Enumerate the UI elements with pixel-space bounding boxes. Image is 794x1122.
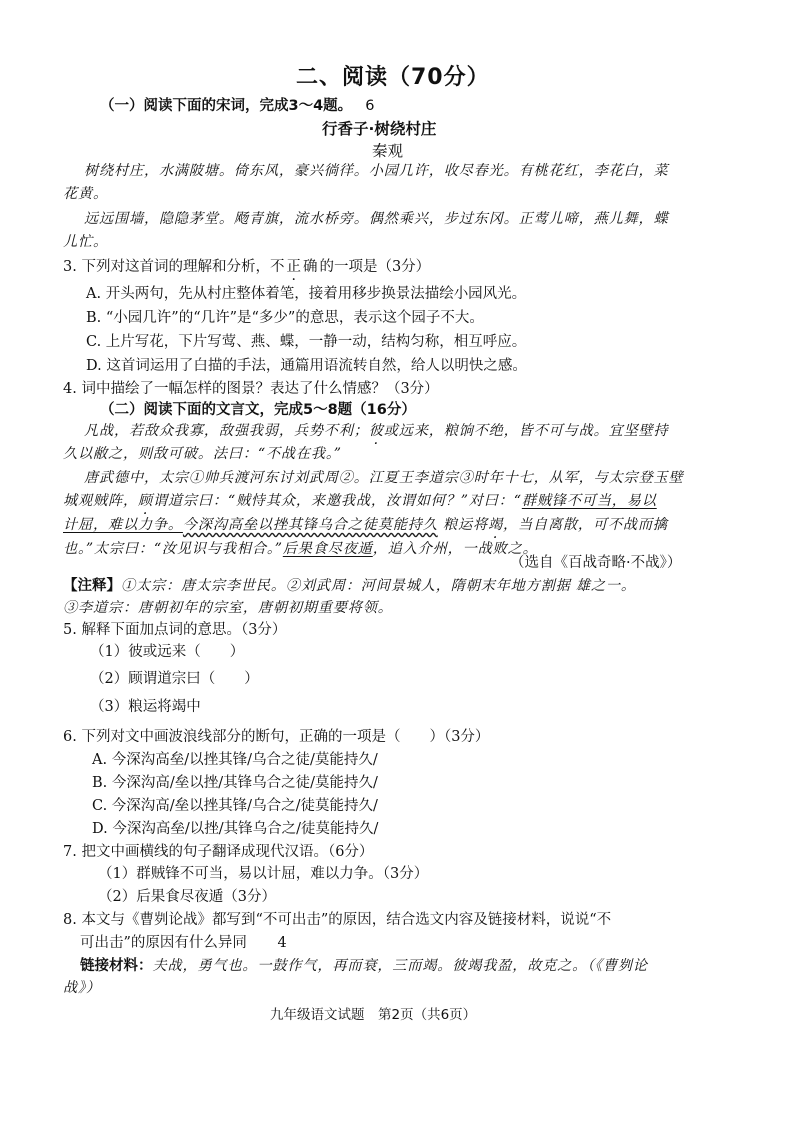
q3-option-b: B. “小园几许”的“几许”是“多少”的意思，表示这个园子不大。 bbox=[86, 310, 484, 326]
section-heading-poem bbox=[100, 94, 374, 115]
q3-option-d: D. 这首词运用了白描的手法，通篇用语流转自然，给人以明快之感。 bbox=[86, 358, 527, 374]
passage-line: 久以敝之，则敌可破。法曰：“不战在我。” bbox=[63, 446, 342, 462]
notes-line bbox=[63, 574, 636, 595]
score-mark: 4 bbox=[277, 935, 287, 951]
passage-line bbox=[63, 514, 668, 534]
notes-line: ③李道宗：唐朝初年的宗室，唐朝初期重要将领。 bbox=[63, 600, 393, 616]
passage-line bbox=[63, 538, 538, 558]
q7-item-2: （2）后果食尽夜遁（3分） bbox=[98, 889, 276, 905]
passage-text: 或远来，粮饷不绝，皆不可与战。宜坚壁持 bbox=[383, 423, 669, 439]
q3-option-a: A. 开头两句，先从村庄整体着笔，接着用移步换景法描绘小园风光。 bbox=[86, 286, 527, 302]
passage-line: 唐武德中，太宗①帅兵渡河东讨刘武周②。江夏王李道宗③时年十七，从军，与太宗登玉壁 bbox=[84, 470, 684, 486]
q6-option-a: A. 今深沟高垒/以挫其锋/乌合之徒/莫能持久/ bbox=[92, 752, 378, 768]
notes-label: 【注释】 bbox=[63, 577, 121, 594]
passage-text: ，追入介州，一战败之。 bbox=[372, 541, 538, 557]
q5-item-2: （2）顾谓道宗曰（ ） bbox=[90, 671, 259, 687]
q6-option-b: B. 今深沟高/垒以挫/其锋乌合之徒/莫能持久/ bbox=[92, 775, 378, 791]
passage-text: 谓道宗曰：“贼恃其众，来邀我战，汝谓如何？”对曰：“ bbox=[152, 493, 522, 509]
q5-item-3: （3）粮运将竭中 bbox=[90, 699, 201, 715]
poem-line: 树绕村庄，水满陂塘。倚东风，豪兴徜徉。小园几许，收尽春光。有桃花红，李花白，菜 bbox=[84, 163, 669, 179]
page-title: 二、阅读（70分） bbox=[296, 65, 490, 90]
dotted-word-jie: 竭 bbox=[487, 517, 503, 533]
link-label: 链接材料： bbox=[80, 957, 153, 974]
dotted-word-bi: 彼 bbox=[368, 423, 384, 439]
q3-option-c: C. 上片写花，下片写莺、燕、蝶，一静一动，结构匀称，相互呼应。 bbox=[86, 334, 527, 350]
passage-text: 凡战，若敌众我寡，敌强我弱，兵势不利； bbox=[84, 423, 369, 439]
passage-line bbox=[84, 420, 669, 440]
q5-item-1: （1）彼或远来（ ） bbox=[90, 644, 245, 660]
underlined-sentence: 计屈，难以力争。 bbox=[63, 517, 183, 533]
link-material-cont: 战》） bbox=[63, 980, 101, 996]
poem-line: 儿忙。 bbox=[63, 234, 108, 250]
stem-text: 可出击”的原因有什么异同 bbox=[80, 935, 247, 951]
passage-line bbox=[63, 490, 657, 510]
poem-line: 花黄。 bbox=[63, 186, 108, 202]
poem-line: 远远围墙，隐隐茅堂。飏青旗，流水桥旁。偶然乘兴，步过东冈。正莺儿啼，燕儿舞，蝶 bbox=[84, 211, 669, 227]
underlined-sentence: 后果食尽夜遁 bbox=[282, 541, 373, 557]
underlined-sentence: 群贼锋不可当，易以 bbox=[521, 493, 657, 509]
passage-text: 粮运将 bbox=[437, 517, 488, 533]
q7-item-1: （1）群贼锋不可当，易以计屈，难以力争。（3分） bbox=[98, 866, 429, 882]
section-heading-classical: （二）阅读下面的文言文，完成5～8题（16分） bbox=[100, 402, 416, 418]
link-text: 夫战，勇气也。一鼓作气，再而衰，三而竭。彼竭我盈，故克之。（《曹刿论 bbox=[152, 958, 648, 974]
link-material bbox=[80, 954, 648, 975]
poem-title: 行香子·树绕村庄 bbox=[322, 120, 437, 138]
question-7-stem: 7. 把文中画横线的句子翻译成现代汉语。（6分） bbox=[63, 844, 374, 860]
stem-text: 的一项是（3分） bbox=[319, 259, 431, 275]
q6-option-d: D. 今深沟高垒/以挫/其锋乌合之/徒莫能持久/ bbox=[92, 821, 379, 837]
question-3-stem bbox=[63, 255, 430, 276]
question-5-stem: 5. 解释下面加点词的意思。（3分） bbox=[63, 622, 287, 638]
question-8-stem-cont bbox=[80, 931, 287, 952]
emphasis-text: 不正确 bbox=[269, 259, 320, 275]
question-4-stem: 4. 词中描绘了一幅怎样的图景？表达了什么情感？（3分） bbox=[63, 381, 439, 397]
question-8-stem: 8. 本文与《曹刿论战》都写到“不可出击”的原因，结合选文内容及链接材料，说说“不 bbox=[63, 912, 612, 928]
section-heading-text: （一）阅读下面的宋词，完成3～4题。 bbox=[100, 98, 353, 114]
stem-text: 3. 下列对这首词的理解和分析， bbox=[63, 259, 270, 275]
passage-text: 也。”太宗曰：“汝见识与我相合。” bbox=[63, 541, 283, 557]
q6-option-c: C. 今深沟高/垒以挫其锋/乌合之/徒莫能持久/ bbox=[92, 798, 378, 814]
wavy-underlined-sentence: 今深沟高垒以挫其锋乌合之徒莫能持久 bbox=[182, 517, 438, 533]
passage-text: ，当自离散，可不战而擒 bbox=[502, 517, 668, 533]
poem-author: 秦观 bbox=[372, 142, 404, 160]
passage-source: （选自《百战奇略·不战》） bbox=[510, 555, 682, 571]
notes-text: ①太宗：唐太宗李世民。②刘武周：河间景城人，隋朝末年地方割据 雄之一。 bbox=[121, 578, 636, 594]
page-footer: 九年级语文试题 第2页（共6页） bbox=[270, 1007, 477, 1023]
question-6-stem: 6. 下列对文中画波浪线部分的断句，正确的一项是（ ）（3分） bbox=[63, 729, 490, 745]
passage-text: 城观贼阵， bbox=[63, 493, 138, 509]
score-mark: 6 bbox=[365, 98, 375, 114]
emphasis-not-correct bbox=[270, 259, 320, 275]
dotted-word-gu: 顾 bbox=[137, 493, 153, 509]
